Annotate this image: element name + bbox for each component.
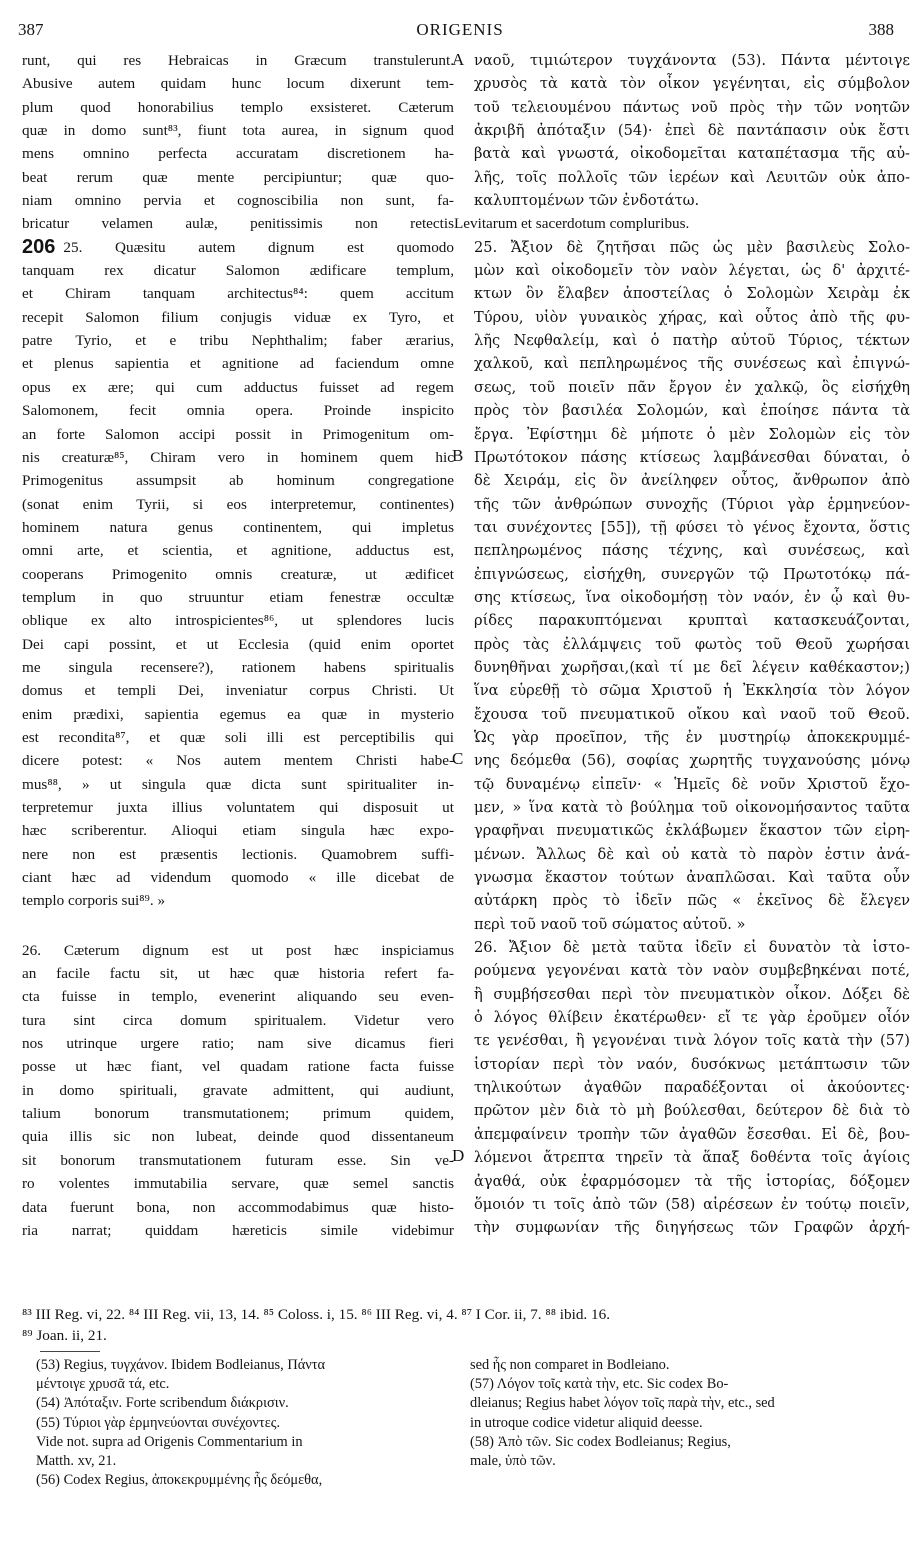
greek-line: ἀκριβῆ ἀπόταξιν (54)· ἐπεὶ δὲ παντάπασιν οὐκ ἔστι — [474, 122, 910, 140]
greek-line: περὶ τοῦ ναοῦ τοῦ σώματος αὐτοῦ. » — [474, 915, 746, 933]
latin-line: 25. Quæsitu autem dignum est quomodo — [63, 238, 454, 256]
paragraph-gap — [22, 913, 454, 939]
latin-bridge-line: Levitarum et sacerdotum compluribus. — [454, 215, 690, 233]
latin-line: mens omnino perfecta accuratam discretionem ha- — [22, 145, 454, 163]
latin-line: tura sint circa domum spiritualem. Videtur vero — [22, 1011, 454, 1029]
latin-line: enim prædixi, sapientia egemus ea quæ in mysterio — [22, 705, 454, 723]
greek-line: 25. Ἄξιον δὲ ζητῆσαι πῶς ὡς μὲν βασιλεὺς Σολο- — [474, 238, 910, 256]
running-title: ORIGENIS — [416, 20, 504, 39]
greek-line: χαλκοῦ, καὶ πεπληρωμένος τῆς συνέσεως καὶ ἐπιγνώ- — [474, 355, 910, 373]
greek-line: τῷ δυναμένῳ εἰπεῖν· « Ἡμεῖς δὲ νοῦν Χριστοῦ ἔχο- — [474, 775, 910, 793]
latin-line: data fuerunt bona, non accommodabimus quæ histo- — [22, 1198, 454, 1216]
greek-line: κτων ὃν ἔλαβεν ἀποστείλας ὁ Σολομὼν Χειρὰμ ἐκ — [474, 285, 910, 303]
latin-line: Salomonem, fecit omnia opera. Proinde inspicito — [22, 402, 454, 420]
margin-letter-c: C — [452, 749, 464, 768]
latin-paragraph-25-start — [22, 236, 454, 259]
greek-line: Τύρου, υἱὸν γυναικὸς χήρας, καὶ οὗτος ἀπὸ τῆς φυ- — [474, 308, 910, 326]
latin-column — [22, 49, 454, 1242]
latin-line: sit bonorum transmutationem futuram esse. Sin ve- — [22, 1151, 454, 1169]
note-line: in utroque codice videtur aliquid deesse. — [470, 1414, 703, 1431]
greek-line: λῆς, τοῖς πολλοῖς τῶν ἱερέων καὶ Λευιτῶν οὐκ ἀπο- — [474, 168, 910, 186]
greek-line: ὅμοιόν τι τοῖς ἀπὸ τῶν (58) αἱρέσεων ἐν τούτῳ ποιεῖν, — [474, 1195, 910, 1213]
latin-line: quæ in domo sunt⁸³, fiunt tota aurea, in signum quod — [22, 122, 454, 140]
latin-line: niam omnino pervia et cognoscibilia non sunt, fa- — [22, 192, 454, 210]
margin-letter-a: A — [452, 50, 465, 69]
latin-line: templum in quo struuntur etiam fenestræ occultæ — [22, 588, 454, 606]
greek-line: ἐπιγνώσεως, εἰσήχθη, συνεργῶν τῷ Πρωτοτόκῳ πά- — [474, 565, 910, 583]
greek-line: ἀγαθά, οὐκ ἐφαρμόσομεν τὰ τῆς ἱστορίας, δόξομεν — [474, 1172, 910, 1190]
latin-line: ria narrat; quiddam hæreticis simile videbimur — [22, 1221, 454, 1239]
greek-line: ἔχουσα τοῦ πνευματικοῦ οἴκου καὶ ναοῦ τοῦ Θεοῦ. — [474, 705, 910, 723]
greek-line: βατὰ καὶ γνωστά, οἰκοδομεῖται καταπέτασμα τῆς αὐ- — [474, 145, 910, 163]
greek-line: μὼν καὶ οἰκοδομεῖν τὸν ναὸν λέγεται, ὡς δ' ἀρχιτέ- — [474, 262, 910, 280]
greek-line: αὐτάρκη πρὸς τὸ ἰδεῖν πῶς « ἐκεῖνος δὲ ἔλεγεν — [474, 892, 910, 910]
latin-line: Abusive autem quidam hunc locum dixerunt tem- — [22, 75, 454, 93]
latin-line: posse ut hæc fiant, vel quadam ratione facta fuisse — [22, 1058, 454, 1076]
note-line: Vide not. supra ad Origenis Commentarium in — [36, 1433, 303, 1450]
page-number-right: 388 — [868, 20, 894, 39]
greek-line: 26. Ἄξιον δὲ μετὰ ταῦτα ἰδεῖν εἰ δυνατὸν τὰ ἱστο- — [474, 939, 910, 957]
latin-line: et plenus sapientia et agnitione ad faciendum omne — [22, 355, 454, 373]
greek-line: σης κτίσεως, ἵνα οἰκοδομήσῃ τὸν ναόν, ἐν ᾧ καὶ θυ- — [474, 588, 910, 606]
latin-line: terpretemur juxta illius voluntatem qui disposuit ut — [22, 799, 454, 816]
greek-line: δυνηθῆναι χωρῆσαι,(καὶ τί με δεῖ λέγειν καθέκαστον;) — [474, 658, 910, 676]
latin-line: et Chiram tanquam architectus⁸⁴: quem accitum — [22, 285, 454, 303]
greek-line: ρίδες παρακυπτόμεναι κρυπταὶ κατασκευάζονται, — [474, 612, 910, 630]
greek-line: γνωσμα ἕκαστον τούτων ἀναπλῶσαι. Καὶ ταῦτα οὖν — [474, 869, 910, 887]
latin-line: ciant hæc ad videndum quomodo « ille dicebat de — [22, 869, 454, 887]
page-number-left: 387 — [18, 20, 44, 39]
greek-line: Πρωτότοκον πάσης κτίσεως λαμβάνεσθαι δύναται, ὁ — [474, 448, 910, 466]
critical-notes-right — [470, 1356, 910, 1471]
footnote-line: ⁸⁹ Joan. ii, 21. — [22, 1327, 107, 1344]
note-line: (57) Λόγον τοῖς κατὰ τὴν, etc. Sic codex Bo- — [470, 1376, 729, 1393]
note-line: (53) Regius, τυγχάνον. Ibidem Bodleianus, Πάντα — [36, 1357, 326, 1373]
greek-line: ρούμενα γεγονέναι κατὰ τὸν ναὸν συμβεβηκέναι ποτέ, — [474, 962, 910, 980]
latin-line: patre Tyrio, et e tribu Nephthalim; faber ærarius, — [22, 332, 454, 350]
greek-line: χρυσὸς τὰ κατὰ τὸν οἶκον γεγένηται, εἰς σύμβολον — [474, 75, 910, 93]
note-line: male, ὑπὸ τῶν. — [470, 1453, 556, 1470]
note-line: (54) Ἀπόταξιν. Forte scribendum διάκρισιν. — [36, 1395, 289, 1412]
note-line: Matth. xv, 21. — [36, 1453, 117, 1470]
greek-line: τε γενέσθαι, ἢ γεγονέναι τινὰ λόγον τοῖς κατὰ τὴν (57) — [474, 1032, 910, 1050]
latin-line: 26. Cæterum dignum est ut post hæc inspiciamus — [22, 941, 454, 959]
greek-line: νης δεόμεθα (56), σοφίας χωρητῆς τυγχανούσης μόνῳ — [474, 752, 910, 770]
greek-line: μένων. Ἄλλως δὲ καὶ οὐ κατὰ τὸ παρὸν ἐστιν ἀνά- — [474, 845, 910, 863]
greek-line: ἱστορίαν περὶ τὸν ναόν, δυσόκνως μετάπτωσιν τῶν — [474, 1055, 910, 1073]
latin-line: nis creaturæ⁸⁵, Chiram vero in hominem quem hic — [22, 448, 454, 466]
latin-line: dicere potest: « Nos autem mentem Christi habe- — [22, 752, 454, 770]
latin-line: hæc scriberentur. Alioqui etiam singula hæc expo- — [22, 822, 454, 840]
greek-line: καλυπτομένων τῶν ἐνδοτάτω. — [474, 192, 700, 210]
latin-line: in domo spirituali, gravate admittent, qui audiunt, — [22, 1081, 454, 1099]
column-number: 206 — [22, 235, 56, 258]
latin-line: Dei capi possint, et ut Ecclesia (quid enim oportet — [22, 635, 454, 653]
greek-column — [454, 49, 910, 1240]
latin-line: est recondita⁸⁷, et quæ soli illi est perceptibilis qui — [22, 728, 454, 746]
latin-line: me singula recensere?), rationem habens spiritualis — [22, 658, 454, 676]
greek-line: τὴν συμφωνίαν τῆς διηγήσεως τῶν Γραφῶν ἀρχή- — [474, 1219, 910, 1237]
notes-divider — [40, 1351, 100, 1352]
greek-line: Ὡς γὰρ προεῖπον, τῆς ἐν μυστηρίῳ ἀποκεκρυμμέ- — [474, 728, 910, 746]
latin-line: plum quod honorabilius templo exsisteret. Cæterum — [22, 98, 454, 116]
greek-line: ὁ λόγος θλίβειν ἑκατέρωθεν· εἴ τε γὰρ ἐροῦμεν οἷόν — [474, 1009, 910, 1027]
greek-line: γραφῆναι πνευματικῶς ἐκλάβωμεν ἕκαστον τῶν εἰρη- — [474, 822, 910, 840]
footnote-line: ⁸³ III Reg. vi, 22. ⁸⁴ III Reg. vii, 13, 14. ⁸⁵ Coloss. i, 15. ⁸⁶ III Reg. vi, 4. ⁸⁷ I Cor. ii, 7. ⁸⁸ ibid. 16. — [22, 1306, 610, 1323]
latin-line: templo corporis sui⁸⁹. » — [22, 892, 166, 910]
greek-line: τηλικούτων ἀγαθῶν παραδέξονται οἱ ἀκούοντες· — [474, 1079, 910, 1097]
latin-line: oblique ex alto introspicientes⁸⁶, ut splendores lucis — [22, 612, 454, 630]
latin-line: an facile factu sit, ut hæc quæ historia refert fa- — [22, 965, 454, 983]
greek-line: πρὸς τὸν βασιλέα Σολομών, καὶ ἐποίησε πάντα τὰ — [474, 402, 910, 420]
latin-line: runt, qui res Hebraicas in Græcum transtulerunt. — [22, 52, 454, 69]
latin-line: opus ex ære; qui cum adductus fuisset ad regem — [22, 378, 454, 396]
note-line: (56) Codex Regius, ἀποκεκρυμμένης ἧς δεόμεθα, — [36, 1472, 323, 1489]
greek-line: μεν, » ἵνα κατὰ τὸ βούλημα τοῦ οἰκονομήσαντος ταῦτα — [474, 799, 910, 816]
latin-line: bricatur velamen aulæ, penitissimis non retectis — [22, 215, 454, 233]
greek-line: πεπληρωμένος πάσης τέχνης, καὶ συνέσεως, καὶ — [474, 542, 910, 560]
latin-line: nos utrinque urgere ratio; nam sive dicamus fieri — [22, 1035, 454, 1053]
greek-line: πρὸς τὰς ἐλλάμψεις τοῦ φωτὸς τοῦ Θεοῦ χωρήσαι — [474, 635, 910, 653]
greek-line: τοῦ τελειουμένου πάντως νοῦ πρὸς τὴν τῶν νοητῶν — [474, 98, 910, 116]
greek-line: ἵνα εὑρεθῇ τὸ σῶμα Χριστοῦ ἡ Ἐκκλησία τὸν λόγον — [474, 682, 910, 700]
greek-line: σεως, τοῦ ποιεῖν πᾶν ἔργον ἐν χαλκῷ, ὃς εἰσήχθη — [474, 378, 910, 396]
latin-line: beat rerum quæ mente percipiuntur; quæ quo- — [22, 168, 454, 186]
greek-line: ἀπεμφαίνειν τροπὴν τῶν ἀγαθῶν ἔσεσθαι. Εἰ δὲ, βου- — [474, 1125, 910, 1143]
greek-line: λόμενοι ἄτρεπτα τηρεῖν τὰ ἅπαξ δοθέντα τοῖς ἁγίοις — [474, 1149, 910, 1167]
greek-line: ναοῦ, τιμιώτερον τυγχάνοντα (53). Πάντα μέντοιγε — [474, 52, 910, 69]
latin-line: domus et templi Dei, inveniatur corpus Christi. Ut — [22, 682, 454, 700]
latin-line: nere non est præsentis lectionis. Quamobrem suffi- — [22, 845, 454, 863]
latin-line: cooperans Primogenito omnis creaturæ, ut ædificet — [22, 565, 454, 583]
greek-line: λῆς Νεφθαλείμ, καὶ ὁ πατὴρ αὐτοῦ Τύριος, τέκτων — [474, 332, 910, 350]
greek-line: ἢ συμβήσεσθαι περὶ τὸν πνευματικὸν οἶκον. Δόξει δὲ — [474, 985, 910, 1003]
note-line: dleianus; Regius habet λόγον τοῖς παρὰ τὴν, etc., sed — [470, 1395, 775, 1412]
margin-letter-b: B — [452, 446, 464, 465]
greek-line: τῆς τῶν ἀνθρώπων συνοχῆς (Τύριοι γὰρ ἑρμηνεύον- — [474, 495, 910, 513]
note-line: (58) Ἀπὸ τῶν. Sic codex Bodleianus; Regius, — [470, 1433, 731, 1450]
critical-notes-left — [36, 1356, 456, 1490]
latin-line: Primogenitus assumpsit ab hominum congregatione — [22, 472, 454, 490]
latin-line: an forte Salomon accipi possit in Primogenitum om- — [22, 425, 454, 443]
greek-line: ἔργα. Ἐφίστημι δὲ μήποτε ὁ μὲν Σολομὼν εἰς τὸν — [474, 425, 910, 443]
latin-line: ro volentes immutabilia servare, quæ semel sanctis — [22, 1175, 454, 1193]
note-line: μέντοιγε χρυσᾶ τά, etc. — [36, 1376, 170, 1393]
latin-line: omni arte, et scientia, et agnitione, adductus est, — [22, 542, 454, 560]
greek-line: ται συνέχοντες [55]), τῇ φύσει τὸ γένος ἔχοντα, ὅστις — [474, 518, 910, 536]
note-line: sed ἧς non comparet in Bodleiano. — [470, 1357, 670, 1373]
greek-line: δὲ Χειράμ, εἰς ὃν ἀνείληφεν οὗτος, ἄνθρωπον ἀπὸ — [474, 472, 910, 490]
latin-line: mus⁸⁸, » ut singula quæ dicta sunt spiritualiter in- — [22, 775, 454, 793]
latin-line: quia illis sic non lubeat, deinde quod dissentaneum — [22, 1128, 454, 1146]
scripture-footnotes — [22, 1304, 912, 1346]
latin-line: (sonat enim Tyrii, si eos interpretemur, continentes) — [22, 495, 454, 513]
latin-line: recepit Salomon filium conjugis viduæ ex Tyro, et — [22, 308, 454, 326]
latin-line: cta fuisse in templo, evenerint aliquando seu even- — [22, 988, 454, 1006]
greek-line: πρῶτον μὲν διὰ τὸ μὴ βούλεσθαι, δεύτερον δὲ διὰ τὸ — [474, 1102, 910, 1120]
latin-line: tanquam rex dicatur Salomon ædificare templum, — [22, 262, 454, 280]
margin-letter-d: D — [452, 1146, 465, 1165]
note-line: (55) Τύριοι γὰρ ἑρμηνεύονται συνέχοντες. — [36, 1414, 281, 1431]
latin-line: hominem natura genus continentem, qui impletus — [22, 518, 454, 536]
latin-line: talium bonorum transmutationem; primum quidem, — [22, 1105, 454, 1123]
